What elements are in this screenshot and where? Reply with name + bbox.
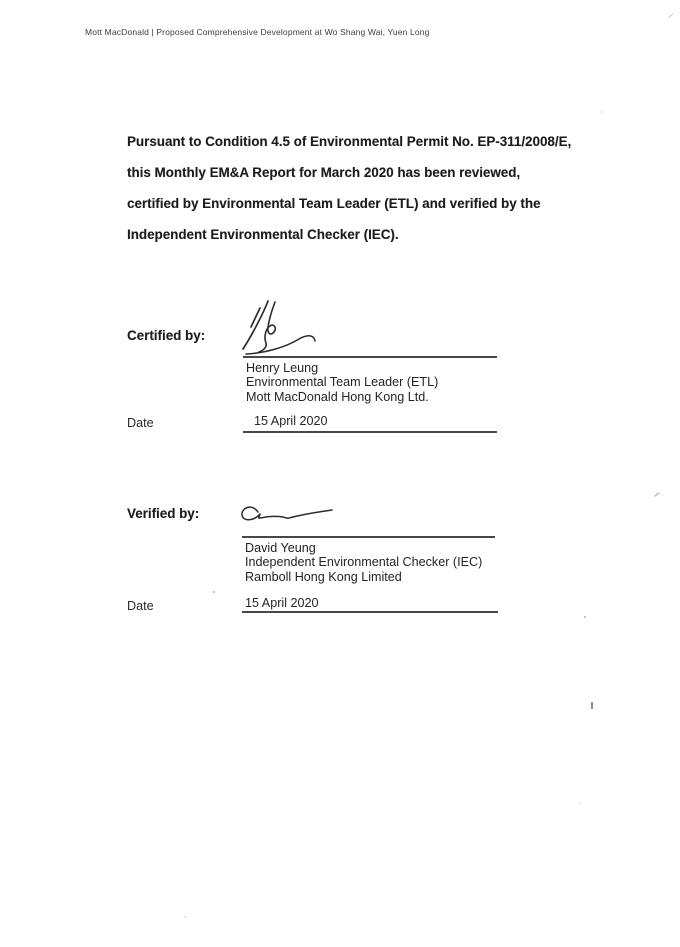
scan-artifact	[213, 591, 215, 593]
verified-signature-line	[242, 536, 495, 538]
verifier-name: David Yeung	[245, 541, 316, 555]
verifier-signature	[238, 501, 338, 529]
scan-artifact	[184, 916, 186, 918]
certified-signature-line	[243, 356, 497, 358]
scan-artifact	[584, 616, 586, 618]
statement-line-2: this Monthly EM&A Report for March 2020 has been reviewed,	[127, 165, 521, 180]
certifier-title: Environmental Team Leader (ETL)	[246, 375, 439, 390]
certified-date-line	[243, 431, 497, 433]
verified-by-label: Verified by:	[127, 506, 200, 521]
scan-artifact	[579, 802, 581, 804]
verifier-company: Ramboll Hong Kong Limited	[245, 569, 402, 584]
certified-date-label: Date	[127, 416, 154, 430]
verified-date-line	[242, 611, 498, 613]
statement-line-1: Pursuant to Condition 4.5 of Environmental Permit No. EP-311/2008/E,	[127, 134, 572, 149]
verified-date-label: Date	[127, 599, 154, 613]
scan-artifact	[591, 702, 593, 709]
certifier-details	[246, 361, 438, 404]
verifier-title: Independent Environmental Checker (IEC)	[245, 555, 483, 570]
certifier-company: Mott MacDonald Hong Kong Ltd.	[246, 389, 429, 404]
scan-artifact	[601, 111, 603, 113]
certified-date-value: 15 April 2020	[254, 414, 328, 428]
scan-artifact	[654, 492, 659, 497]
statement-line-3: certified by Environmental Team Leader (ETL) and verified by the	[127, 196, 541, 211]
certifier-name: Henry Leung	[246, 361, 319, 375]
running-header: Mott MacDonald | Proposed Comprehensive Development at Wo Shang Wai, Yuen Long	[85, 27, 430, 37]
verified-date-value: 15 April 2020	[245, 596, 319, 610]
scan-artifact	[668, 13, 673, 18]
certifier-signature	[238, 296, 324, 358]
certification-statement	[127, 126, 597, 250]
statement-line-4: Independent Environmental Checker (IEC).	[127, 227, 399, 242]
verifier-details	[245, 541, 482, 584]
certified-by-label: Certified by:	[127, 328, 206, 343]
